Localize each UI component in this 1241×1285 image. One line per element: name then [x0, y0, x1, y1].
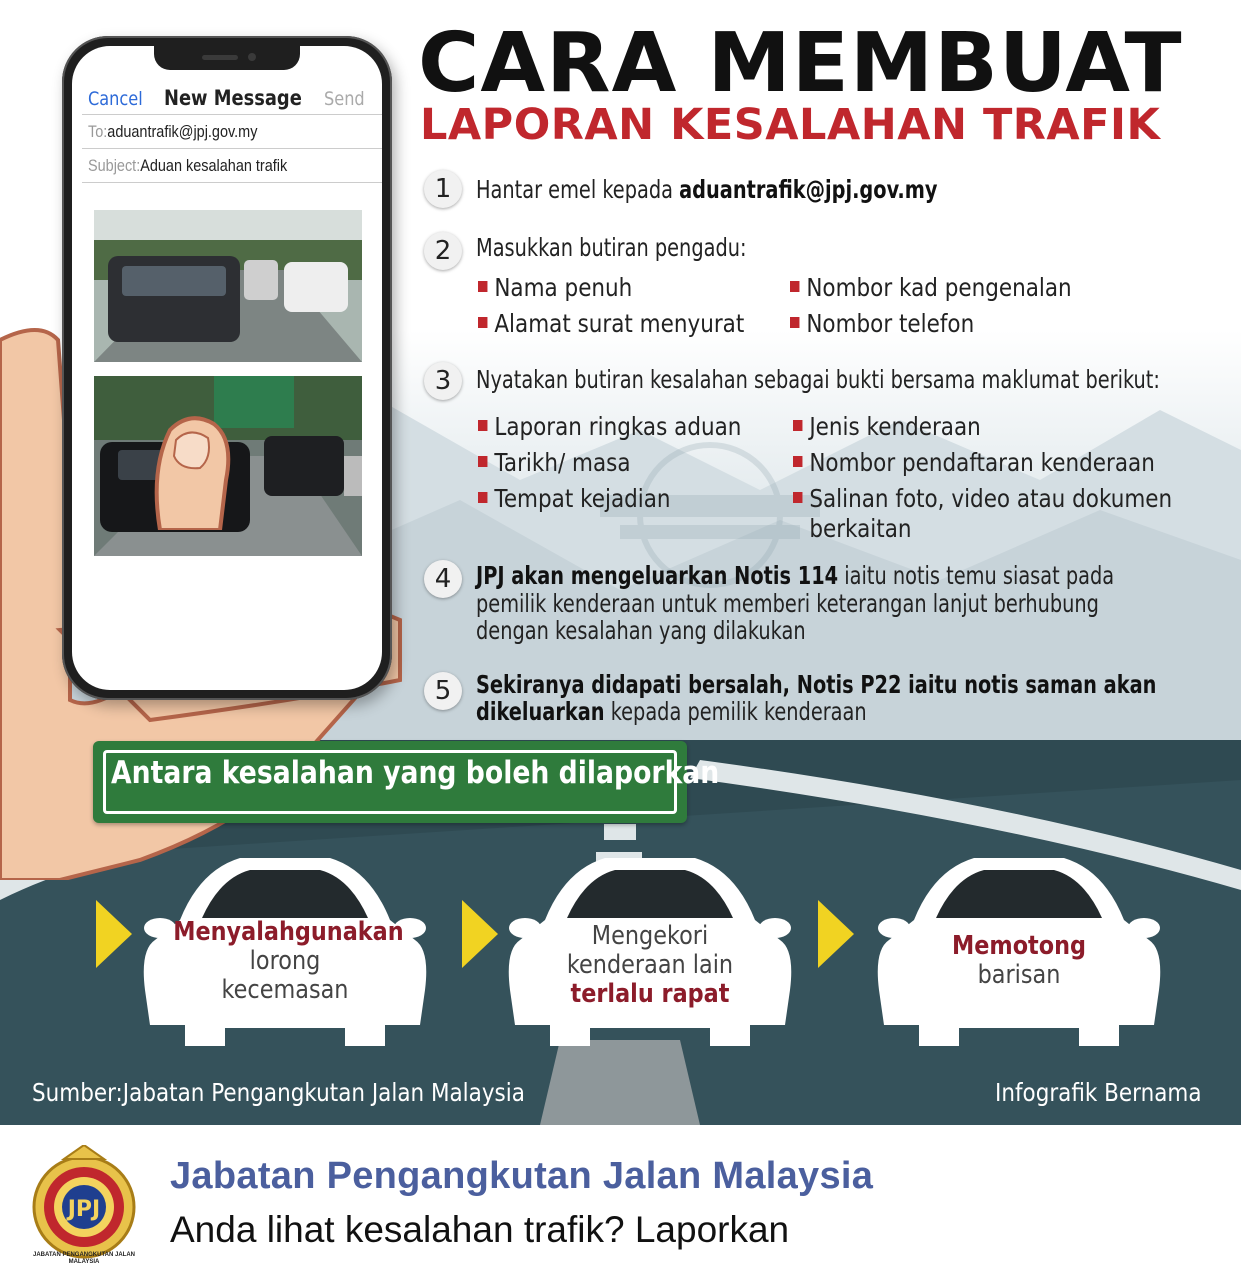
phone-notch [154, 46, 300, 70]
step-3-bullet: Tempat kejadian [478, 485, 671, 512]
offence-sign [93, 741, 720, 823]
svg-text:JPJ: JPJ [67, 1197, 101, 1222]
step-1-number: 1 [424, 170, 462, 208]
thumb-illustration [150, 410, 260, 530]
step-2-bullet: Nama penuh [478, 274, 632, 301]
step-2-bullet: Nombor kad pengenalan [790, 274, 1072, 301]
subject-field[interactable]: Subject:Aduan kesalahan trafik [88, 156, 288, 175]
step-4-text-line2: pemilik kenderaan untuk memberi keterangan lanjut berhubung [476, 589, 1099, 618]
arrow-icon [818, 900, 854, 968]
subtitle: LAPORAN KESALAHAN TRAFIK [420, 100, 1161, 150]
step-3-bullet: Salinan foto, video atau dokumen [793, 485, 1172, 512]
step-5-text: Sekiranya didapati bersalah, Notis P22 iaitu notis saman akan [476, 670, 1157, 699]
step-4-text: JPJ akan mengeluarkan Notis 114 iaitu notis temu siasat pada [476, 561, 1115, 590]
step-3-number: 3 [424, 362, 462, 400]
step-3-bullet: Jenis kenderaan [793, 413, 981, 440]
arrow-icon [462, 900, 498, 968]
page-name-link[interactable]: Jabatan Pengangkutan Jalan Malaysia [170, 1155, 874, 1197]
post-text: Anda lihat kesalahan trafik? Laporkan [170, 1209, 790, 1250]
step-4-text-line3: dengan kesalahan yang dilakukan [476, 616, 806, 645]
arrow-icon [96, 900, 132, 968]
step-2-number: 2 [424, 232, 462, 270]
logo-caption: JABATAN PENGANGKUTAN JALAN MALAYSIA [33, 1252, 135, 1265]
main-title: CARA MEMBUAT [418, 16, 1183, 111]
step-3-bullet-continued: berkaitan [809, 514, 912, 543]
offence-2: Mengekori kenderaan lain terlalu rapat [566, 921, 734, 1009]
step-3-bullet: Nombor pendaftaran kenderaan [793, 449, 1155, 476]
step-2-bullet: Nombor telefon [790, 310, 974, 337]
offence-3: Memotong barisan [951, 931, 1087, 990]
email-address: aduantrafik@jpj.gov.my [679, 175, 938, 204]
step-5-number: 5 [424, 672, 462, 710]
step-4-number: 4 [424, 560, 462, 598]
step-5-text-line2: dikeluarkan kepada pemilik kenderaan [476, 697, 867, 726]
offence-1: Menyalahgunakan lorong kecemasan [173, 917, 404, 1005]
source-text: Sumber:Jabatan Pengangkutan Jalan Malaysia [32, 1078, 525, 1107]
step-3-text: Nyatakan butiran kesalahan sebagai bukti bersama maklumat berikut: [476, 365, 1160, 394]
phone-mockup [62, 36, 392, 700]
sign-text: Antara kesalahan yang boleh dilaporkan [111, 755, 720, 791]
step-2-bullet: Alamat surat menyurat [478, 310, 744, 337]
cancel-button[interactable]: Cancel [88, 88, 143, 110]
to-field[interactable]: To:aduantrafik@jpj.gov.my [88, 122, 258, 141]
step-1-text: Hantar emel kepada aduantrafik@jpj.gov.my [476, 175, 938, 204]
step-2-text: Masukkan butiran pengadu: [476, 233, 747, 262]
credit-text: Infografik Bernama [995, 1078, 1202, 1107]
compose-title: New Message [164, 86, 302, 110]
step-3-bullet: Tarikh/ masa [478, 449, 631, 476]
traffic-photo [94, 210, 362, 362]
send-button[interactable]: Send [324, 88, 365, 110]
post-footer [0, 1125, 1241, 1285]
step-3-bullet: Laporan ringkas aduan [478, 413, 741, 440]
jpj-logo-icon[interactable] [28, 1145, 140, 1267]
phone-screen [72, 46, 382, 690]
